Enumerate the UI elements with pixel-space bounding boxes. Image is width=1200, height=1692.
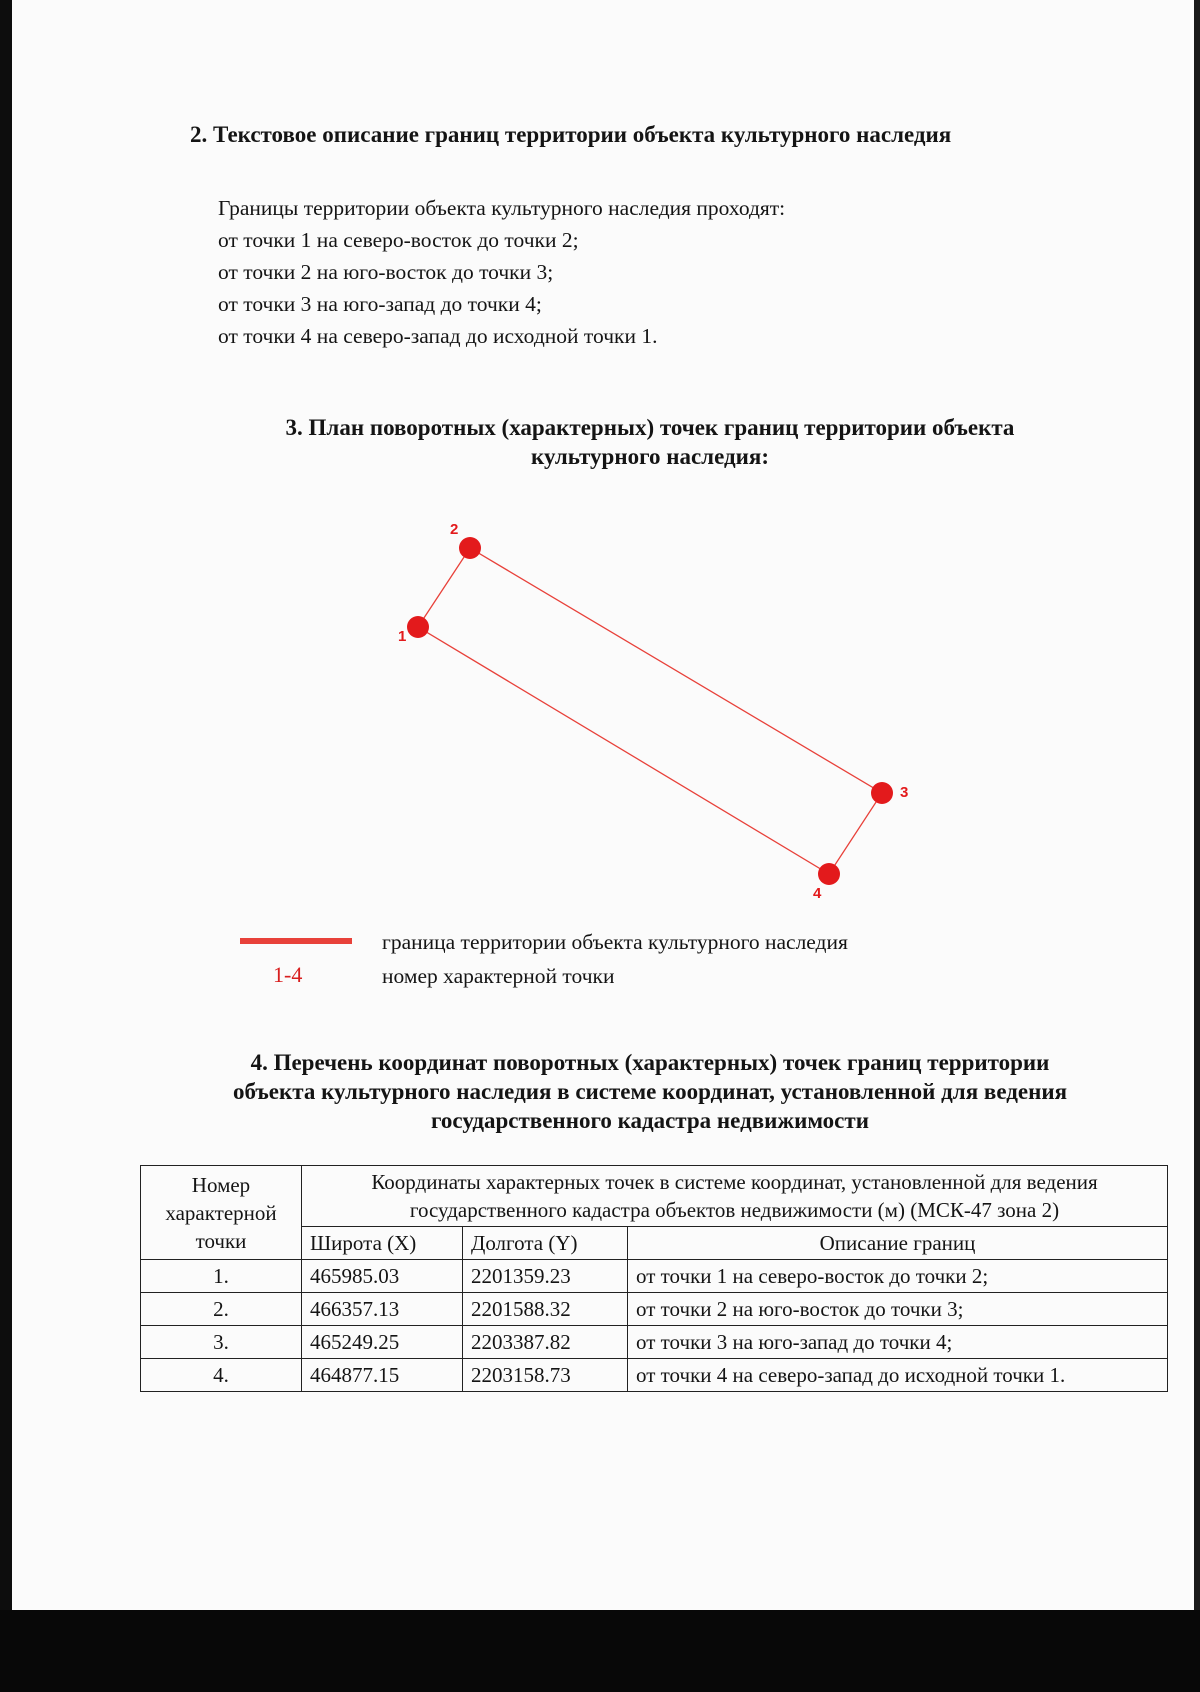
boundary-point-3 — [871, 782, 893, 804]
cell-point-number: 1. — [141, 1260, 302, 1293]
legend-point-number-sample: 1-4 — [273, 962, 303, 987]
cell-y: 2203387.82 — [463, 1326, 628, 1359]
boundary-polygon — [418, 548, 882, 874]
cell-y: 2201588.32 — [463, 1293, 628, 1326]
legend-boundary-text: граница территории объекта культурного наследия — [382, 930, 848, 954]
cell-description: от точки 4 на северо-запад до исходной точки 1. — [628, 1359, 1168, 1392]
header-latitude-x: Широта (X) — [302, 1227, 463, 1260]
cell-x: 466357.13 — [302, 1293, 463, 1326]
coordinates-table — [140, 1165, 1168, 1392]
cell-point-number: 3. — [141, 1326, 302, 1359]
table-row — [141, 1359, 1168, 1392]
legend-boundary-line — [240, 938, 352, 944]
cell-x: 465985.03 — [302, 1260, 463, 1293]
cell-description: от точки 2 на юго-восток до точки 3; — [628, 1293, 1168, 1326]
section2-heading: 2. Текстовое описание границ территории объекта культурного наследия — [190, 122, 952, 147]
section2-line: от точки 1 на северо-восток до точки 2; — [218, 228, 579, 252]
header-boundary-description: Описание границ — [628, 1227, 1168, 1260]
boundary-point-label: 1 — [398, 628, 407, 645]
section2-description — [218, 192, 785, 352]
cell-x: 465249.25 — [302, 1326, 463, 1359]
section3-heading-line: 3. План поворотных (характерных) точек границ территории объекта — [285, 415, 1015, 440]
boundary-point-1 — [407, 616, 429, 638]
scan-edge-left — [0, 0, 12, 1692]
cell-point-number: 2. — [141, 1293, 302, 1326]
cell-point-number: 4. — [141, 1359, 302, 1392]
boundary-point-label: 3 — [900, 784, 909, 801]
cell-description: от точки 3 на юго-запад до точки 4; — [628, 1326, 1168, 1359]
table-header-row — [141, 1166, 1168, 1227]
section2-line: от точки 2 на юго-восток до точки 3; — [218, 260, 554, 284]
cell-y: 2203158.73 — [463, 1359, 628, 1392]
header-coordinates: Координаты характерных точек в системе координат, установленной для ведения государственного кадастра объектов недвижимости (м) (МСК-47 зона 2) — [302, 1166, 1168, 1227]
section2-line: от точки 4 на северо-запад до исходной точки 1. — [218, 324, 658, 348]
section2-line: Границы территории объекта культурного наследия проходят: — [218, 196, 786, 220]
section4-heading-line: объекта культурного наследия в системе координат, установленной для ведения — [232, 1079, 1068, 1104]
cell-description: от точки 1 на северо-восток до точки 2; — [628, 1260, 1168, 1293]
section4-heading-line: государственного кадастра недвижимости — [431, 1108, 869, 1133]
scan-edge-right — [1194, 0, 1200, 1692]
table-row — [141, 1293, 1168, 1326]
section3-heading-line: культурного наследия: — [531, 444, 769, 469]
boundary-point-4 — [818, 863, 840, 885]
cell-y: 2201359.23 — [463, 1260, 628, 1293]
boundary-point-label: 2 — [450, 521, 459, 538]
legend-point-number-text: номер характерной точки — [382, 964, 615, 988]
section4-heading-line: 4. Перечень координат поворотных (характерных) точек границ территории — [250, 1050, 1050, 1075]
header-point-number: Номер характерной точки — [141, 1166, 302, 1260]
boundary-plan — [380, 510, 920, 910]
table-row — [141, 1326, 1168, 1359]
boundary-point-label: 4 — [813, 885, 822, 902]
section2-line: от точки 3 на юго-запад до точки 4; — [218, 292, 542, 316]
cell-x: 464877.15 — [302, 1359, 463, 1392]
scan-edge-bottom — [0, 1610, 1200, 1692]
section4-heading — [130, 1048, 1170, 1135]
table-row — [141, 1260, 1168, 1293]
section3-heading — [150, 413, 1150, 471]
header-longitude-y: Долгота (Y) — [463, 1227, 628, 1260]
boundary-point-2 — [459, 537, 481, 559]
